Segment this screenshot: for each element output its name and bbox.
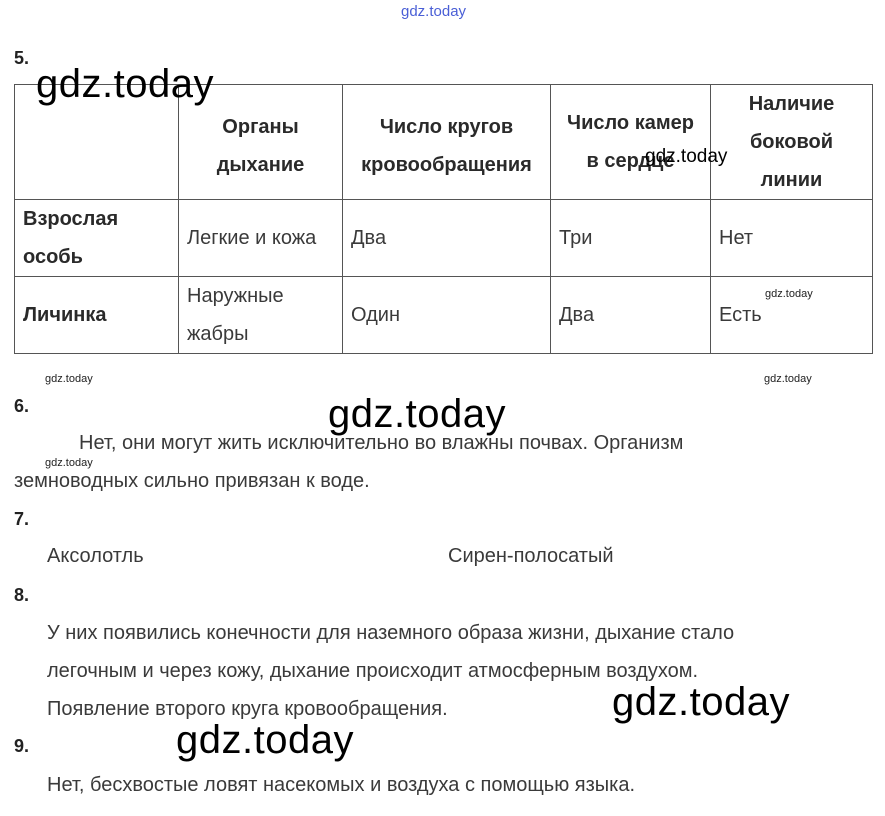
- table-row: [15, 277, 873, 354]
- table-header-cell: Число камер в сердце: [551, 85, 711, 200]
- watermark-small: gdz.today: [45, 373, 93, 385]
- table-cell: Нет: [711, 200, 873, 277]
- comparison-table: [14, 84, 873, 354]
- answer-7-right: Сирен-полосатый: [448, 545, 614, 567]
- watermark-small: gdz.today: [765, 288, 813, 300]
- watermark-top: gdz.today: [401, 3, 467, 20]
- table-cell: Один: [343, 277, 551, 354]
- table-cell: Два: [343, 200, 551, 277]
- question-9-number: 9.: [14, 736, 30, 756]
- table-cell: Есть: [711, 277, 873, 354]
- table-cell: Легкие и кожа: [179, 200, 343, 277]
- watermark-small: gdz.today: [764, 373, 812, 385]
- table-cell: Наружные жабры: [179, 277, 343, 354]
- table-header-cell: Наличие боковой линии: [711, 85, 873, 200]
- row-label: Личинка: [15, 277, 179, 354]
- watermark-large: gdz.today: [612, 680, 790, 724]
- question-5-number: 5.: [14, 48, 30, 68]
- watermark-large: gdz.today: [36, 62, 214, 106]
- table-header-cell: Органы дыхание: [179, 85, 343, 200]
- watermark-large: gdz.today: [328, 392, 506, 436]
- answer-7-left: Аксолотль: [47, 545, 144, 567]
- table-cell: Три: [551, 200, 711, 277]
- watermark-medium: gdz.today: [645, 146, 728, 167]
- answer-8-line-2: легочным и через кожу, дыхание происходит атмосферным воздухом.: [47, 660, 699, 682]
- question-7-number: 7.: [14, 509, 30, 529]
- question-8-number: 8.: [14, 585, 30, 605]
- row-label: Взрослая особь: [15, 200, 179, 277]
- table-row: [15, 200, 873, 277]
- table-header-cell: Число кругов кровообращения: [343, 85, 551, 200]
- answer-8-line-1: У них появились конечности для наземного образа жизни, дыхание стало: [47, 622, 735, 644]
- answer-6-line-2: земноводных сильно привязан к воде.: [14, 470, 370, 492]
- question-6-number: 6.: [14, 396, 30, 416]
- table-cell: Два: [551, 277, 711, 354]
- watermark-small: gdz.today: [45, 457, 93, 469]
- answer-6-line-1: Нет, они могут жить исключительно во влажны почвах. Организм: [79, 432, 684, 454]
- answer-9-line-1: Нет, бесхвостые ловят насекомых и воздуха с помощью языка.: [47, 774, 636, 796]
- answer-8-line-3: Появление второго круга кровообращения.: [47, 698, 448, 720]
- watermark-large: gdz.today: [176, 718, 354, 762]
